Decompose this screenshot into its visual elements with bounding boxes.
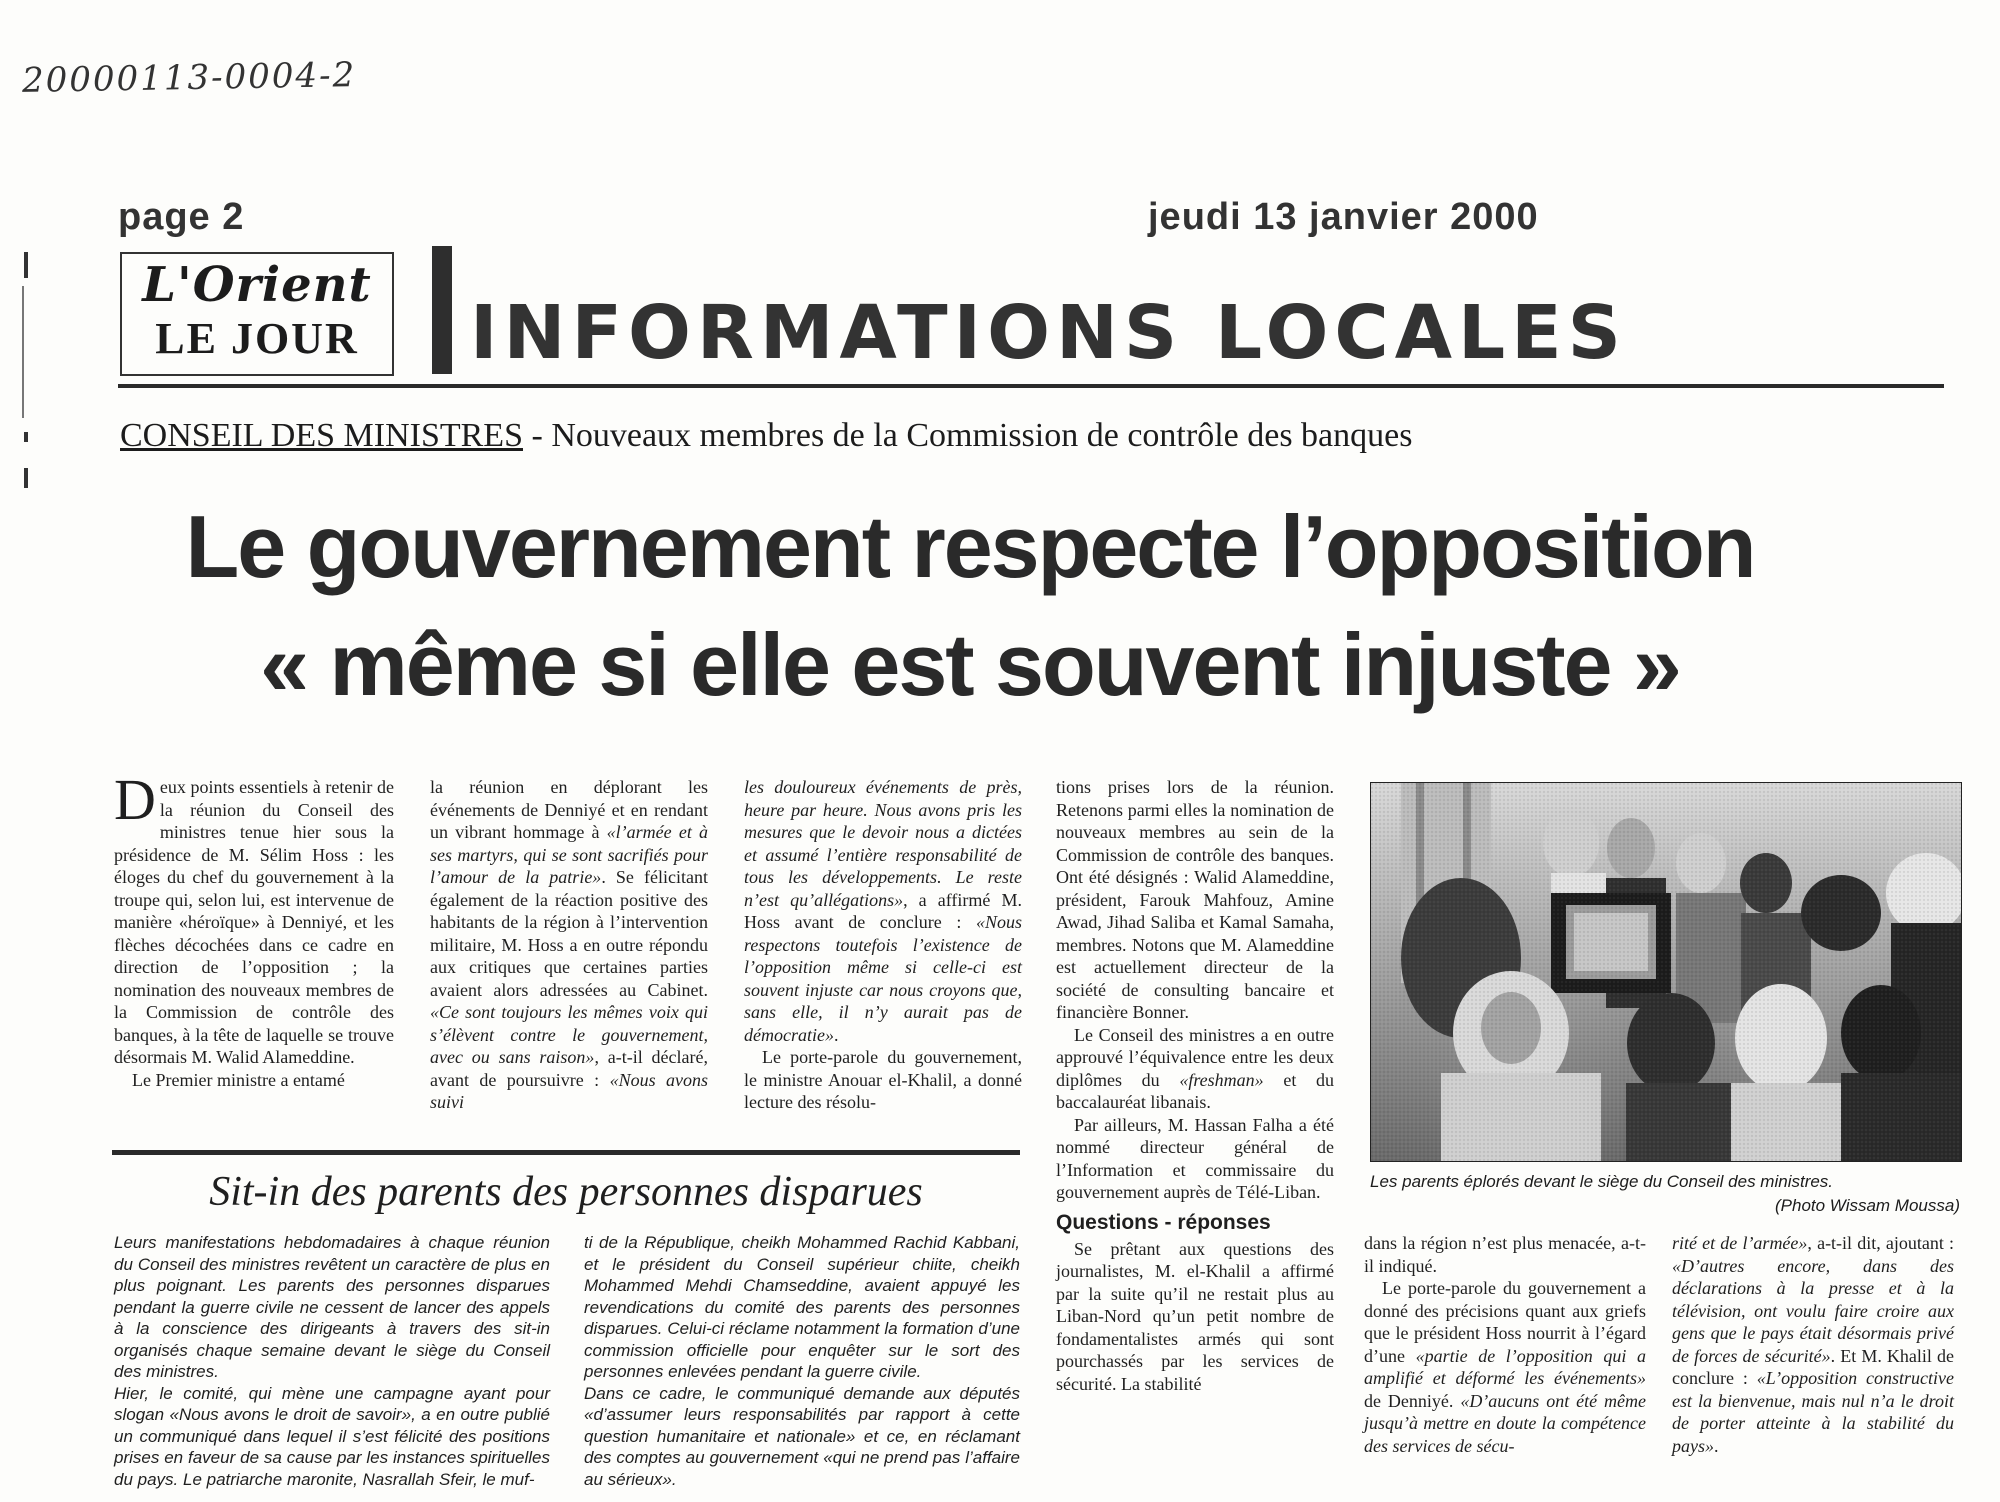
article-paragraph: Le porte-parole du gouvernement, le ministre Anouar el-Khalil, a donné lecture des résolu- bbox=[744, 1047, 1022, 1112]
text-run: . bbox=[833, 1024, 839, 1045]
text-run: de Denniyé. bbox=[1364, 1390, 1461, 1411]
quote-run: «freshman» bbox=[1179, 1069, 1264, 1090]
drop-cap: D bbox=[114, 767, 156, 832]
headline-line1: Le gouvernement respecte l’opposition bbox=[185, 497, 1755, 596]
article-paragraph bbox=[744, 776, 1022, 1046]
article-paragraph: tions prises lors de la réunion. Retenons parmi elles la nomination de nouveaux membres au sein de la Commission de contrôle des banques. Ont été désignés : Walid Alameddine, président, Farouk Mahfouz, Amine Awad, Jihad Saliba et Kamal Samaha, membres. Notons que M. Alameddine est actuellement directeur de la société de consulting bancaire et financière Bonner. bbox=[1056, 777, 1334, 1022]
text-run: , a-t-il dit, ajoutant : bbox=[1807, 1233, 1955, 1253]
sidebar-paragraph: Hier, le comité, qui mène une campagne ayant pour slogan «Nous avons le droit de savoir», a en outre publié un communiqué dans lequel il s’est félicité des positions prises en faveur de sa cause par les instances spirituelles du pays. Le patriarche maronite, Nasrallah Sfeir, le muf- bbox=[114, 1383, 550, 1489]
article-paragraph: Le Premier ministre a entamé bbox=[132, 1069, 345, 1090]
scan-mark bbox=[24, 252, 28, 278]
headline-line2: « même si elle est souvent injuste » bbox=[260, 615, 1680, 714]
quote-run: les douloureux événements de près, heure par heure. Nous avons pris les mesures que le devoir nous a dictées et assumé l’entière responsabilité de tous les développements. Le reste n’est qu’allégations» bbox=[744, 777, 1022, 910]
logo-line1: L'Orient bbox=[142, 257, 372, 313]
article-paragraph bbox=[1672, 1232, 1954, 1457]
quote-run: «l’armée et à ses martyrs, qui se sont sacrifiés pour l’amour de la patrie» bbox=[430, 822, 708, 887]
quote-run: «Ce sont toujours les mêmes voix qui s’élèvent contre le gouvernement, avec ou sans raison» bbox=[430, 1002, 708, 1067]
article-paragraph: dans la région n’est plus menacée, a-t-il indiqué. bbox=[1364, 1233, 1646, 1276]
kicker-topic: CONSEIL DES MINISTRES bbox=[120, 417, 523, 454]
text-run: . Se félicitant également de la réaction positive des habitants de la région à l’intervention militaire, M. Hoss a en outre répondu aux critiques que certaines parties avaient alors adressées au Cabinet. bbox=[430, 867, 708, 1000]
sidebar-paragraph: Dans ce cadre, le communiqué demande aux députés «d’assumer leurs responsabilités par rapport à cette question humanitaire et nationale» et ce, en réclamant des comptes au gouvernement «qui ne prend pas l’affaire au sérieux». bbox=[584, 1383, 1020, 1489]
page-number: page 2 bbox=[118, 196, 245, 238]
newspaper-logo bbox=[120, 252, 394, 376]
quote-run: «D’aucuns ont été même jusqu’à mettre en doute la compétence des services de sécu- bbox=[1364, 1390, 1647, 1456]
issue-date: jeudi 13 janvier 2000 bbox=[1148, 196, 1539, 238]
article-paragraph: Se prêtant aux questions des journalistes, M. el-Khalil a affirmé par la suite qu’il ne restait plus au Liban-Nord qu’un petit nombre de fondamentalistes armés qui sont pourchassés par les services de sécurité. La stabilité bbox=[1056, 1238, 1334, 1394]
section-bar bbox=[432, 246, 452, 374]
text-run: Le Conseil des ministres a en outre approuvé l’équivalence entre les deux diplômes du bbox=[1056, 1024, 1334, 1090]
archive-code: 20000113-0004-2 bbox=[21, 55, 357, 101]
sidebar-paragraph: ti de la République, cheikh Mohammed Rachid Kabbani, et le président du Conseil supérieur chiite, cheikh Mohammed Mehdi Chamseddine, avaient appuyé les revendications du comité des parents des personnes disparues. Celui-ci réclame notamment la formation d’une commission officielle pour enquêter sur le sort des personnes enlevées pendant la guerre civile. bbox=[584, 1233, 1020, 1381]
quote-run: «D’autres encore, dans des déclarations à la presse et à la télévision, ont voulu faire croire aux gens que le pays était désormais privé de forces de sécurité» bbox=[1672, 1255, 1954, 1366]
divider-rule bbox=[118, 384, 1944, 388]
article-column-1 bbox=[114, 767, 394, 1091]
scan-mark bbox=[24, 468, 28, 488]
news-photo bbox=[1370, 782, 1962, 1162]
scan-mark bbox=[24, 432, 28, 442]
quote-run: rité et de l’armée» bbox=[1672, 1233, 1808, 1253]
text-run: et du baccalauréat libanais. bbox=[1056, 1069, 1334, 1112]
article-paragraph bbox=[1056, 1024, 1334, 1114]
sidebar-paragraph: Leurs manifestations hebdomadaires à chaque réunion du Conseil des ministres revêtent un caractère de plus en plus poignant. Les parents des personnes disparues pendant la guerre civile ne cessent de lancer des appels à la conscience des dirigeants à travers des sit-in organisés chaque semaine devant le siège du Conseil des ministres. bbox=[114, 1233, 550, 1381]
text-run: , a-t-il déclaré, avant de poursuivre : bbox=[430, 1047, 708, 1090]
text-run: , a affirmé M. Hoss avant de conclure : bbox=[744, 889, 1022, 932]
quote-run: «partie de l’opposition qui a amplifié et déformé les événements» bbox=[1364, 1345, 1646, 1388]
photo-image bbox=[1371, 783, 1961, 1161]
text-run: la réunion en déplorant les événements de Denniyé et en rendant un vibrant hommage à bbox=[430, 777, 708, 842]
photo-caption bbox=[1370, 1170, 1960, 1218]
sidebar-column-1 bbox=[114, 1232, 550, 1490]
article-headline bbox=[120, 488, 1820, 724]
quote-run: «L’opposition constructive est la bienvenue, mais nul n’a le droit de porter atteinte à la stabilité du pays» bbox=[1672, 1368, 1954, 1456]
kicker-subtitle: - Nouveaux membres de la Commission de contrôle des banques bbox=[523, 417, 1413, 454]
sidebar-title: Sit-in des parents des personnes disparues bbox=[209, 1169, 923, 1215]
article-kicker bbox=[120, 414, 1412, 458]
paragraph-text: eux points essentiels à retenir de la réunion du Conseil des ministres tenue hier sous la présidence de M. Sélim Hoss : les éloges du chef du gouvernement à la troupe qui, selon lui, est intervenue de manière «héroïque» à Denniyé, et les flèches décochées dans ce cadre en direction de l’opposition ; la nomination des nouveaux membres de la Commission de contrôle des banques, à la tête de laquelle se trouve désormais M. Walid Alameddine. bbox=[114, 777, 394, 1067]
sidebar-column-2 bbox=[584, 1232, 1020, 1490]
article-column-4 bbox=[1056, 776, 1334, 1395]
article-paragraph bbox=[114, 767, 394, 1069]
text-run: . Et M. Khalil de conclure : bbox=[1672, 1345, 1955, 1388]
photo-credit: (Photo Wissam Moussa) bbox=[1774, 1196, 1960, 1215]
text-run: . bbox=[1714, 1435, 1719, 1456]
logo-line2: LE JOUR bbox=[155, 314, 359, 363]
article-column-5 bbox=[1364, 1232, 1646, 1457]
article-column-6 bbox=[1672, 1232, 1954, 1457]
divider-rule bbox=[112, 1150, 1020, 1155]
section-title: INFORMATIONS LOCALES bbox=[470, 290, 1627, 376]
section-subhead: Questions - réponses bbox=[1056, 1210, 1271, 1234]
caption-text: Les parents éplorés devant le siège du Conseil des ministres. bbox=[1370, 1172, 1834, 1191]
article-column-3 bbox=[744, 776, 1022, 1114]
article-column-2 bbox=[430, 776, 708, 1114]
article-paragraph bbox=[430, 776, 708, 1114]
article-paragraph bbox=[1364, 1277, 1646, 1457]
text-run: Le porte-parole du gouvernement a donné des précisions quant aux griefs que le président Hoss nourrit à l’égard d’une bbox=[1364, 1278, 1646, 1366]
quote-run: «Nous avons suivi bbox=[430, 1069, 708, 1112]
quote-run: «Nous respectons toutefois l’existence de l’opposition même si celle-ci est souvent injuste car nous croyons que, sans elle, il n’y aurait pas de démocratie» bbox=[744, 912, 1022, 1045]
article-paragraph: Par ailleurs, M. Hassan Falha a été nommé directeur général de l’Information et commissaire du gouvernement auprès de Télé-Liban. bbox=[1056, 1114, 1334, 1202]
scan-mark bbox=[22, 286, 24, 418]
